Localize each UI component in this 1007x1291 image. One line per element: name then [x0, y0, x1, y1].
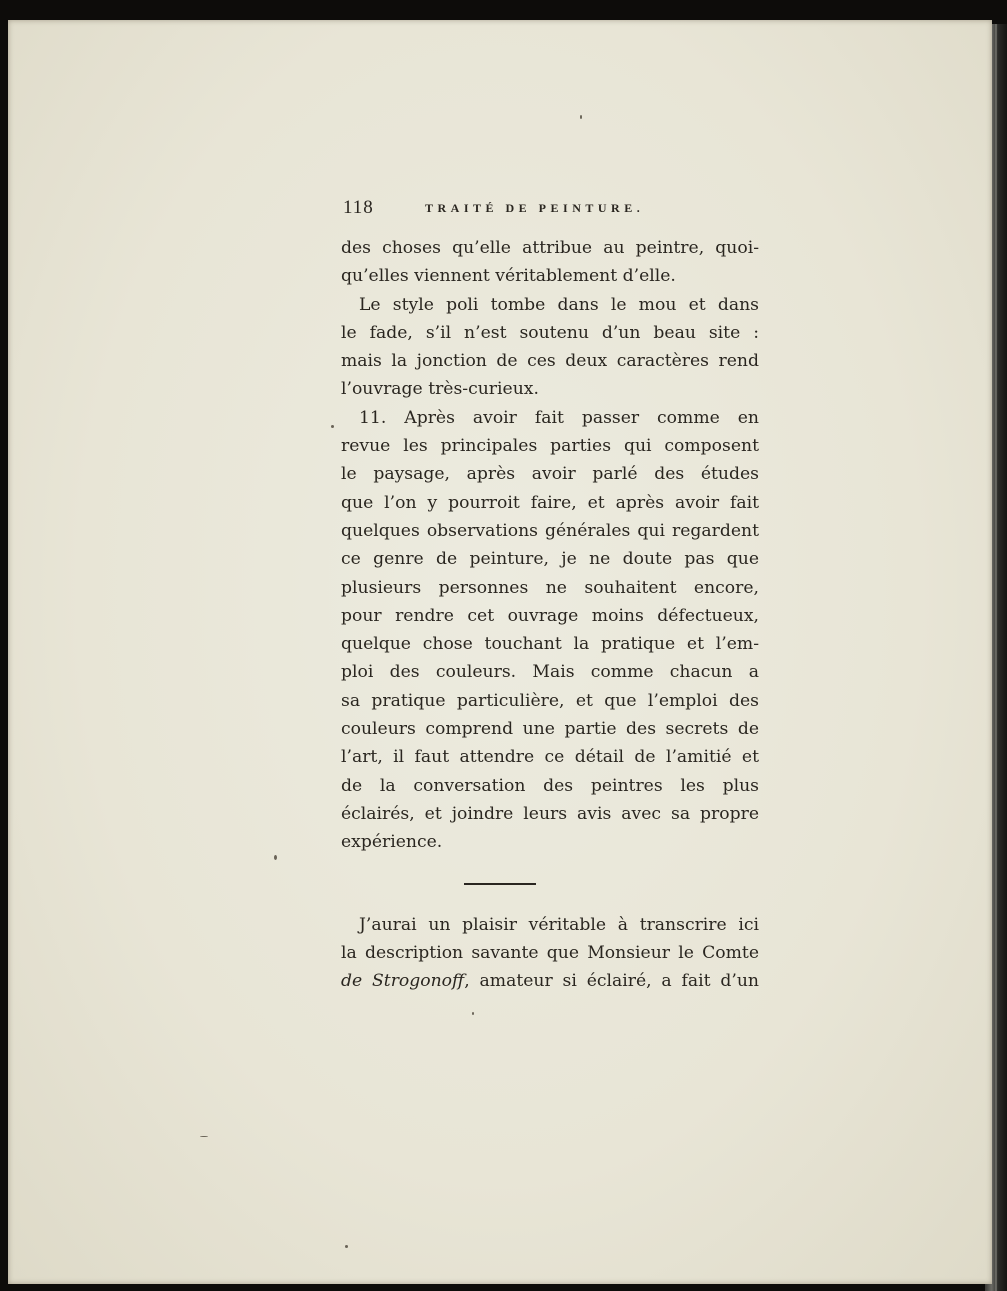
text-line: quelques observations générales qui regardent: [341, 520, 759, 541]
paragraph-3: [341, 404, 759, 857]
text-line: le paysage, après avoir parlé des études: [341, 464, 759, 485]
text-line: que l’on y pourroit faire, et après avoir fait: [341, 492, 759, 513]
italic-name: de Strogonoff: [341, 971, 465, 992]
text-line: pour rendre cet ouvrage moins défectueux,: [341, 605, 759, 626]
paper-speck: [274, 855, 277, 860]
page-number: 118: [343, 197, 374, 218]
paragraph-2: [341, 291, 759, 404]
text-line: revue les principales parties qui composent: [341, 436, 759, 457]
paper-speck: [580, 115, 582, 119]
text-line: 11. Après avoir fait passer comme en: [359, 407, 759, 428]
text-line: mais la jonction de ces deux caractères rend: [341, 351, 759, 372]
text-fragment: , amateur si éclairé, a fait d’un: [464, 971, 759, 992]
text-line: ploi des couleurs. Mais comme chacun a: [341, 662, 759, 683]
text-line: quelque chose touchant la pratique et l’em-: [341, 634, 759, 655]
text-line: le fade, s’il n’est soutenu d’un beau site :: [341, 322, 759, 343]
section-divider: [341, 857, 759, 911]
text-line: qu’elles viennent véritablement d’elle.: [341, 266, 676, 287]
running-title: TRAITÉ DE PEINTURE.: [425, 201, 645, 215]
text-line: la description savante que Monsieur le Comte: [341, 942, 759, 963]
paper-speck: [472, 1012, 474, 1015]
paper-speck: [331, 425, 334, 428]
text-line: J’aurai un plaisir véritable à transcrire ici: [359, 914, 759, 935]
text-line: Le style poli tombe dans le mou et dans: [359, 294, 759, 315]
text-line: éclairés, et joindre leurs avis avec sa propre: [341, 803, 759, 824]
text-line: plusieurs personnes ne souhaitent encore,: [341, 577, 759, 598]
paper-speck: [345, 1245, 348, 1248]
text-line: ce genre de peinture, je ne doute pas que: [341, 549, 759, 570]
text-line: de la conversation des peintres les plus: [341, 775, 759, 796]
paragraph-4: [341, 911, 759, 996]
text-block: [341, 195, 759, 995]
text-line: expérience.: [341, 832, 443, 853]
paragraph-1: [341, 234, 759, 291]
text-line-mixed: [341, 967, 759, 995]
text-line: sa pratique particulière, et que l’emploi des: [341, 690, 759, 711]
text-line: couleurs comprend une partie des secrets de: [341, 719, 759, 740]
paper-speck: [200, 1136, 208, 1137]
spine-line: [995, 24, 997, 1291]
text-line: des choses qu’elle attribue au peintre, quoi-: [341, 238, 759, 258]
running-head: [341, 195, 759, 221]
divider-rule: [464, 883, 536, 885]
text-line: l’art, il faut attendre ce détail de l’amitié et: [341, 747, 759, 768]
text-line: l’ouvrage très-curieux.: [341, 379, 539, 400]
